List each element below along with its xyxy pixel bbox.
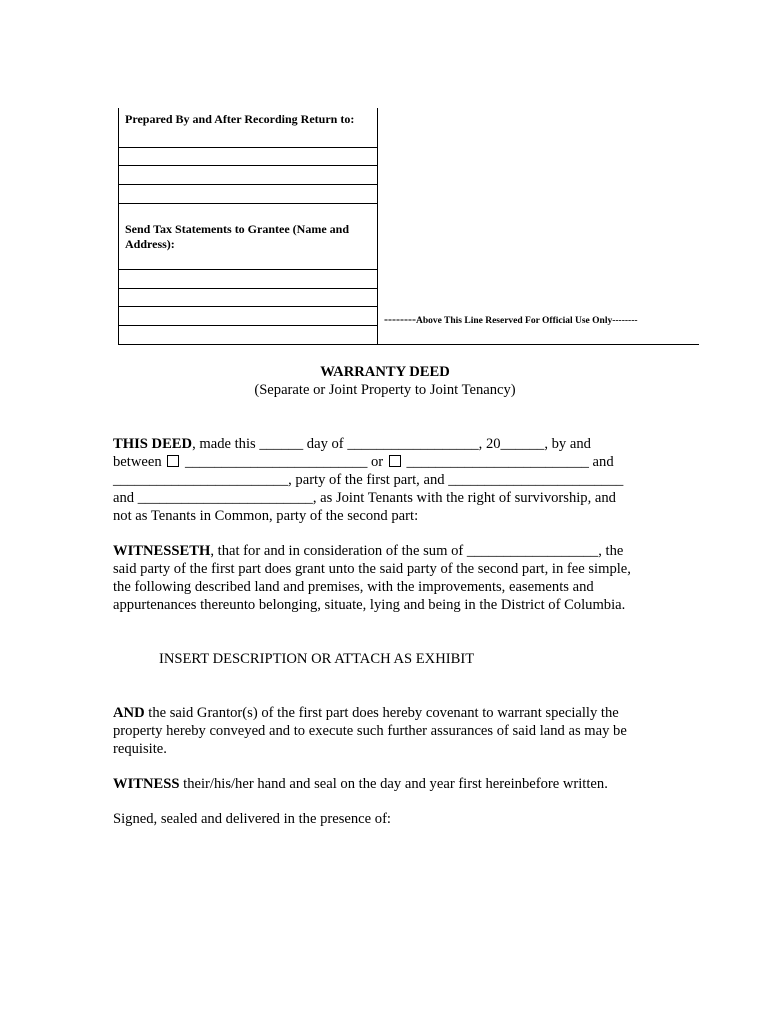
- box-left-border: [118, 108, 119, 345]
- deed-line-2: between _________________________ or _________________________ and: [113, 454, 614, 470]
- witnesseth-line-2: said party of the first part does grant unto the said party of the second part, in fee simple,: [113, 561, 631, 577]
- tax-statements-label: Send Tax Statements to Grantee (Name and Address):: [125, 222, 349, 251]
- grantor-checkbox-2[interactable]: [389, 455, 401, 467]
- witness-paragraph: WITNESS their/his/her hand and seal on the day and year first hereinbefore written.: [113, 776, 608, 792]
- and-label: AND: [113, 705, 145, 721]
- box-right-border: [377, 108, 378, 345]
- witness-label: WITNESS: [113, 776, 180, 792]
- deed-title: WARRANTY DEED: [320, 364, 450, 380]
- witnesseth-label: WITNESSETH: [113, 543, 211, 559]
- deed-line-3: ________________________, party of the first part, and ________________________: [113, 472, 624, 488]
- box-bottom-border: [118, 344, 699, 345]
- witnesseth-line-1: WITNESSETH, that for and in consideration of the sum of __________________, the: [113, 543, 624, 559]
- and-paragraph: [113, 704, 627, 758]
- official-use-notice: [384, 312, 638, 327]
- deed-line-5: not as Tenants in Common, party of the second part:: [113, 508, 419, 524]
- witnesseth-paragraph: [113, 542, 631, 614]
- official-dashes-right: --------: [612, 316, 638, 326]
- deed-line-1: THIS DEED, made this ______ day of __________________, 20______, by and: [113, 436, 591, 452]
- deed-line-4: and ________________________, as Joint Tenants with the right of survivorship, and: [113, 490, 616, 506]
- official-use-text: Above This Line Reserved For Official Use Only: [415, 316, 613, 326]
- return-line-4: [118, 203, 377, 204]
- prepared-by-label: Prepared By and After Recording Return to:: [125, 112, 355, 126]
- and-line-3: requisite.: [113, 741, 167, 757]
- witnesseth-line-4: appurtenances thereunto belonging, situate, lying and being in the District of Columbia.: [113, 597, 626, 613]
- return-line-3: [118, 184, 377, 185]
- deed-paragraph: [113, 435, 623, 525]
- insert-description: INSERT DESCRIPTION OR ATTACH AS EXHIBIT: [159, 651, 475, 667]
- official-dashes-left: --------: [384, 312, 416, 326]
- deed-subtitle: (Separate or Joint Property to Joint Tenancy): [254, 382, 516, 398]
- signed-sealed-line: Signed, sealed and delivered in the presence of:: [113, 811, 391, 827]
- tax-line-2: [118, 288, 377, 289]
- this-deed-label: THIS DEED: [113, 436, 193, 452]
- grantor-checkbox-1[interactable]: [167, 455, 179, 467]
- return-line-1: [118, 147, 377, 148]
- and-line-1: AND the said Grantor(s) of the first part does hereby covenant to warrant specially the: [113, 705, 619, 721]
- witnesseth-line-3: the following described land and premises, with the improvements, easements and: [113, 579, 594, 595]
- return-line-2: [118, 165, 377, 166]
- tax-line-1: [118, 269, 377, 270]
- tax-line-3: [118, 306, 377, 307]
- and-line-2: property hereby conveyed and to execute such further assurances of said land as may be: [113, 723, 627, 739]
- tax-line-4: [118, 325, 377, 326]
